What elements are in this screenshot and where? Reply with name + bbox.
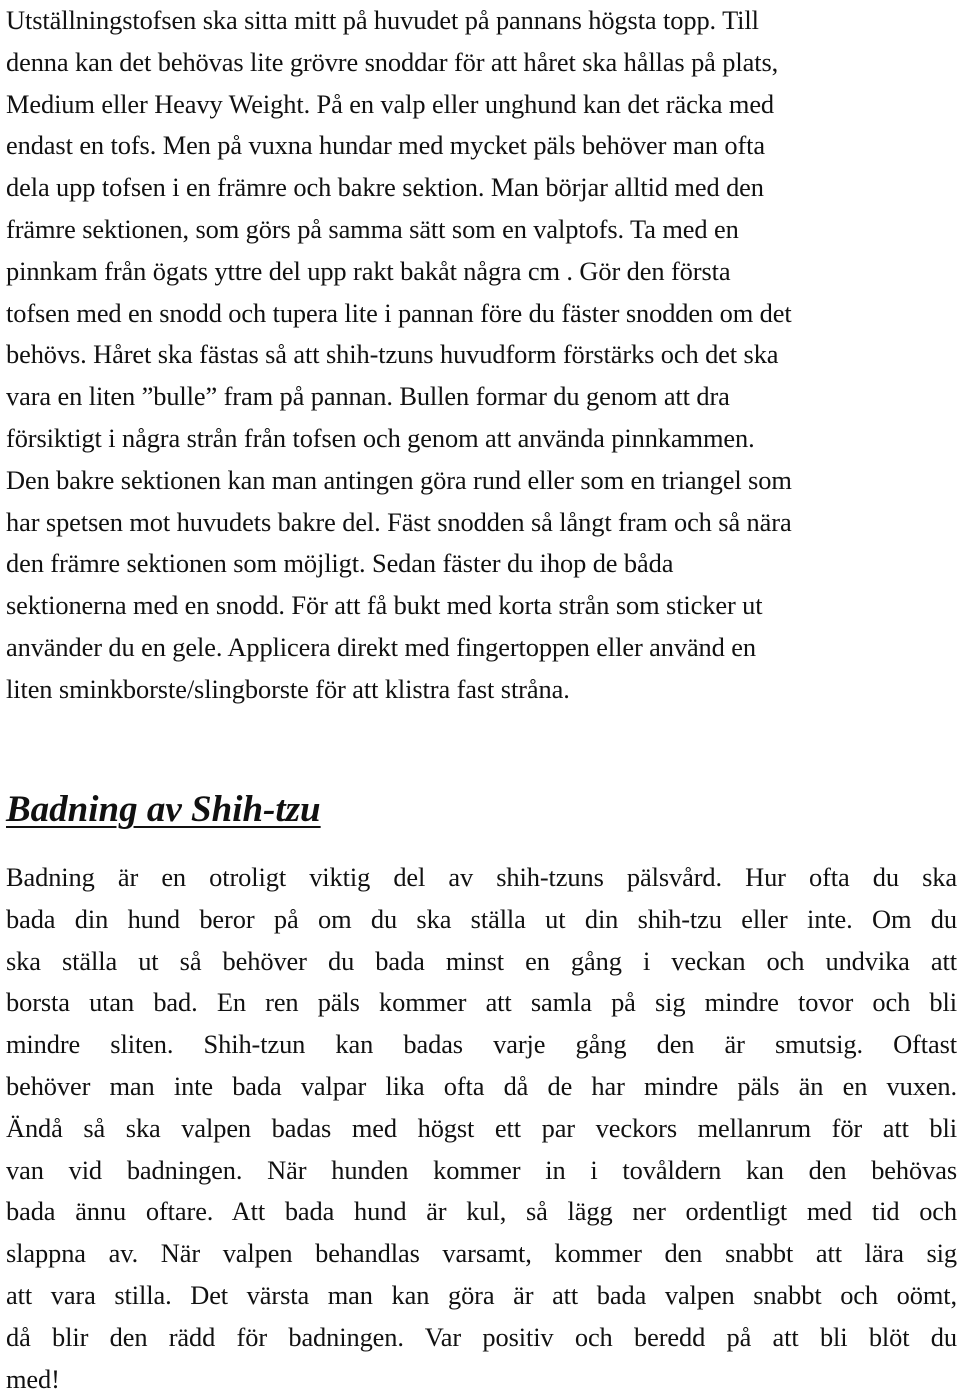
- text-line: då blir den rädd för badningen. Var positiv och beredd på att bli blöt du: [6, 1321, 957, 1352]
- text-line: bada din hund beror på om du ska ställa ut din shih-tzu eller inte. Om du: [6, 903, 957, 934]
- bathing-paragraph: [6, 857, 957, 1395]
- text-line: behöver man inte bada valpar lika ofta då de har mindre päls än en vuxen.: [6, 1070, 957, 1101]
- text-line: liten sminkborste/slingborste för att klistra fast stråna.: [6, 673, 570, 704]
- text-line: försiktigt i några strån från tofsen och genom att använda pinnkammen.: [6, 422, 755, 453]
- text-line: borsta utan bad. En ren päls kommer att samla på sig mindre tovor och bli: [6, 987, 957, 1018]
- text-line: främre sektionen, som görs på samma sätt som en valptofs. Ta med en: [6, 213, 739, 244]
- text-line: vara en liten ”bulle” fram på pannan. Bullen formar du genom att dra: [6, 381, 730, 412]
- text-line: Ändå så ska valpen badas med högst ett par veckors mellanrum för att bli: [6, 1112, 957, 1143]
- text-line: dela upp tofsen i en främre och bakre sektion. Man börjar alltid med den: [6, 172, 764, 203]
- text-line: ska ställa ut så behöver du bada minst en gång i veckan och undvika att: [6, 945, 957, 976]
- text-line: bada ännu oftare. Att bada hund är kul, så lägg ner ordentligt med tid och: [6, 1196, 957, 1227]
- text-line: pinnkam från ögats yttre del upp rakt bakåt några cm . Gör den första: [6, 255, 731, 286]
- text-line: behövs. Håret ska fästas så att shih-tzuns huvudform förstärks och det ska: [6, 339, 779, 370]
- text-line: att vara stilla. Det värsta man kan göra är att bada valpen snabbt och oömt,: [6, 1279, 957, 1310]
- text-line: den främre sektionen som möjligt. Sedan fäster du ihop de båda: [6, 548, 674, 579]
- section-heading: Badning av Shih-tzu: [6, 789, 321, 830]
- text-line: endast en tofs. Men på vuxna hundar med mycket päls behöver man ofta: [6, 130, 766, 161]
- text-line: använder du en gele. Applicera direkt med fingertoppen eller använd en: [6, 631, 756, 662]
- text-line: mindre sliten. Shih-tzun kan badas varje gång den är smutsig. Oftast: [6, 1029, 957, 1060]
- text-line: Badning är en otroligt viktig del av shih-tzuns pälsvård. Hur ofta du ska: [6, 862, 957, 892]
- text-line: slappna av. När valpen behandlas varsamt, kommer den snabbt att lära sig: [6, 1238, 957, 1269]
- text-line: sektionerna med en snodd. För att få bukt med korta strån som sticker ut: [6, 590, 763, 621]
- text-line: van vid badningen. När hunden kommer in i tovåldern kan den behövas: [6, 1154, 957, 1185]
- text-line: har spetsen mot huvudets bakre del. Fäst snodden så långt fram och så nära: [6, 506, 792, 537]
- text-line: tofsen med en snodd och tupera lite i pannan före du fäster snodden om det: [6, 297, 792, 328]
- text-line: Den bakre sektionen kan man antingen göra rund eller som en triangel som: [6, 464, 792, 495]
- topknot-paragraph: [6, 0, 954, 711]
- text-line: denna kan det behövas lite grövre snoddar för att håret ska hållas på plats,: [6, 46, 779, 77]
- text-line: Utställningstofsen ska sitta mitt på huvudet på pannans högsta topp. Till: [6, 5, 759, 35]
- text-line: Medium eller Heavy Weight. På en valp eller unghund kan det räcka med: [6, 88, 775, 119]
- text-line: med!: [6, 1363, 60, 1394]
